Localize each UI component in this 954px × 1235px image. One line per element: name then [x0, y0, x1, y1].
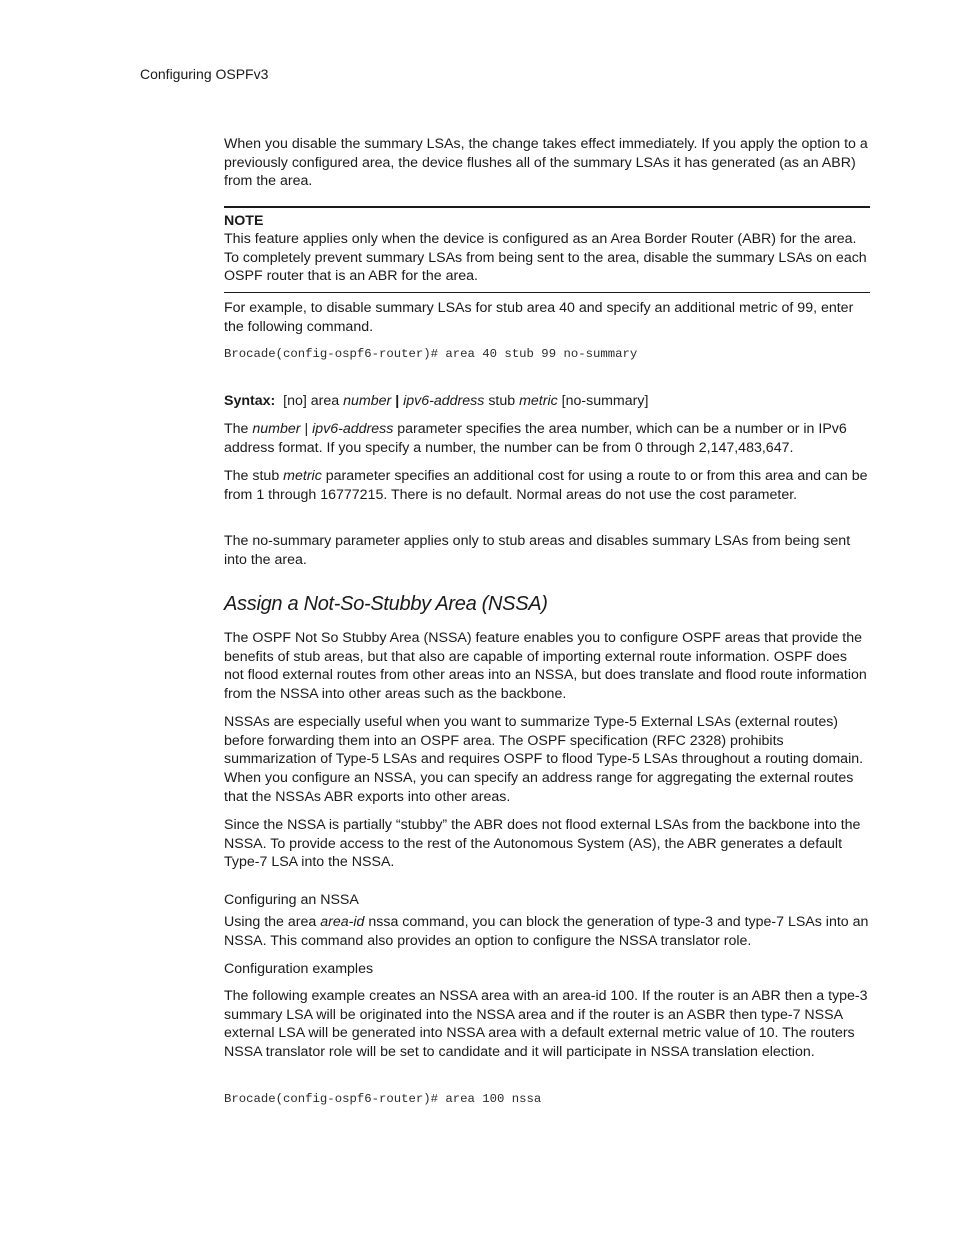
text-run: parameter applies only to stub areas and disables summary LSAs from being sent into the area. [224, 533, 851, 568]
paragraph-param-number [224, 420, 870, 457]
syntax-ipv6: ipv6-address [403, 393, 485, 409]
note-box [224, 206, 870, 293]
paragraph-param-stub [224, 467, 870, 504]
syntax-no: [no] [283, 393, 307, 409]
paragraph-nssa-stubby: Since the NSSA is partially “stubby” the ABR does not flood external LSAs from the backbone into the NSSA. To provide access to the rest of the Autonomous System (AS), the ABR generates a default Type-7 LSA into the NSSA. [224, 817, 861, 871]
param-metric-term: metric [283, 468, 322, 484]
param-ipv6-term: ipv6-address [312, 421, 394, 437]
text-run: The [224, 468, 253, 484]
kw-area: area [287, 914, 317, 930]
paragraph-configuration-example: The following example creates an NSSA area with an area-id 100. If the router is an ABR then a type-3 summary LSA will be originated into the NSSA area and if the router is an ASBR then type-7 NSSA external LSA will be generated into NSSA area with a default external metric value of 10. The routers NSSA translator role will be set to candidate and it will participate in NSSA translation election. [224, 988, 868, 1061]
param-number-term: number [252, 421, 301, 437]
syntax-line [224, 392, 870, 411]
syntax-number: number [343, 393, 392, 409]
kw-nssa: nssa [368, 914, 399, 930]
text-run: parameter specifies the area number, which can be a number or in IPv6 address format. If you specify a number, the number can be from 0 through 2,147,483,647. [224, 421, 847, 456]
note-text: This feature applies only when the device is configured as an Area Border Router (ABR) for the area. To completely prevent summary LSAs from being sent to the area, disable the summary LSAs on each OSPF router that is an ABR for the area. [224, 231, 867, 285]
running-header: Configuring OSPFv3 [140, 66, 269, 82]
text-run: command, you can block the generation of type-3 and type-7 LSAs into an NSSA. This command also provides an option to configure the NSSA translator role. [224, 914, 869, 949]
param-stub-term: stub [252, 468, 280, 484]
syntax-nosummary: [no-summary] [561, 393, 649, 409]
paragraph-nssa-intro: The OSPF Not So Stubby Area (NSSA) feature enables you to configure OSPF areas that provide the benefits of stub areas, but that also are capable of importing external route information. OSPF does not flood external routes from other areas into an NSSA, but does translate and flood route information from the NSSA into other areas such as the backbone. [224, 630, 867, 703]
text-run: parameter specifies an additional cost for using a route to or from this area and can be from 1 through 16777215. There is no default. Normal areas do not use the cost parameter. [224, 468, 868, 503]
paragraph-nssa-usage: NSSAs are especially useful when you want to summarize Type-5 External LSAs (external routes) before forwarding them into an OSPF area. The OSPF specification (RFC 2328) prohibits summarization of Type-5 LSAs and requires OSPF to flood Type-5 LSAs throughout a routing domain. When you configure an NSSA, you can specify an address range for aggregating the external routes that the NSSAs ABR exports into other areas. [224, 714, 864, 805]
text-run: | [300, 421, 313, 437]
syntax-area: area [310, 393, 340, 409]
text-run: Using the [224, 914, 288, 930]
code-example-stub: Brocade(config-ospf6-router)# area 40 stub 99 no-summary [224, 347, 638, 361]
param-nosummary-term: no-summary [252, 533, 332, 549]
section-heading-nssa: Assign a Not-So-Stubby Area (NSSA) [224, 593, 548, 615]
text-run: The [224, 533, 253, 549]
paragraph-summary-lsa: When you disable the summary LSAs, the change takes effect immediately. If you apply the option to a previously configured area, the device flushes all of the summary LSAs it has generated (as an ABR) from the area. [224, 136, 868, 190]
code-example-nssa: Brocade(config-ospf6-router)# area 100 nssa [224, 1092, 542, 1106]
syntax-label: Syntax: [224, 393, 276, 409]
note-label: NOTE [224, 213, 264, 229]
subheading-configuration-examples: Configuration examples [224, 961, 374, 977]
subheading-configuring-nssa: Configuring an NSSA [224, 892, 359, 908]
syntax-pipe: | [395, 393, 400, 409]
paragraph-configuring-nssa [224, 913, 870, 950]
paragraph-param-nosummary [224, 532, 870, 569]
syntax-stub: stub [488, 393, 516, 409]
paragraph-example-intro: For example, to disable summary LSAs for stub area 40 and specify an additional metric of 99, enter the following command. [224, 300, 854, 335]
text-run: The [224, 421, 253, 437]
kw-area-id: area-id [320, 914, 365, 930]
syntax-metric: metric [519, 393, 558, 409]
